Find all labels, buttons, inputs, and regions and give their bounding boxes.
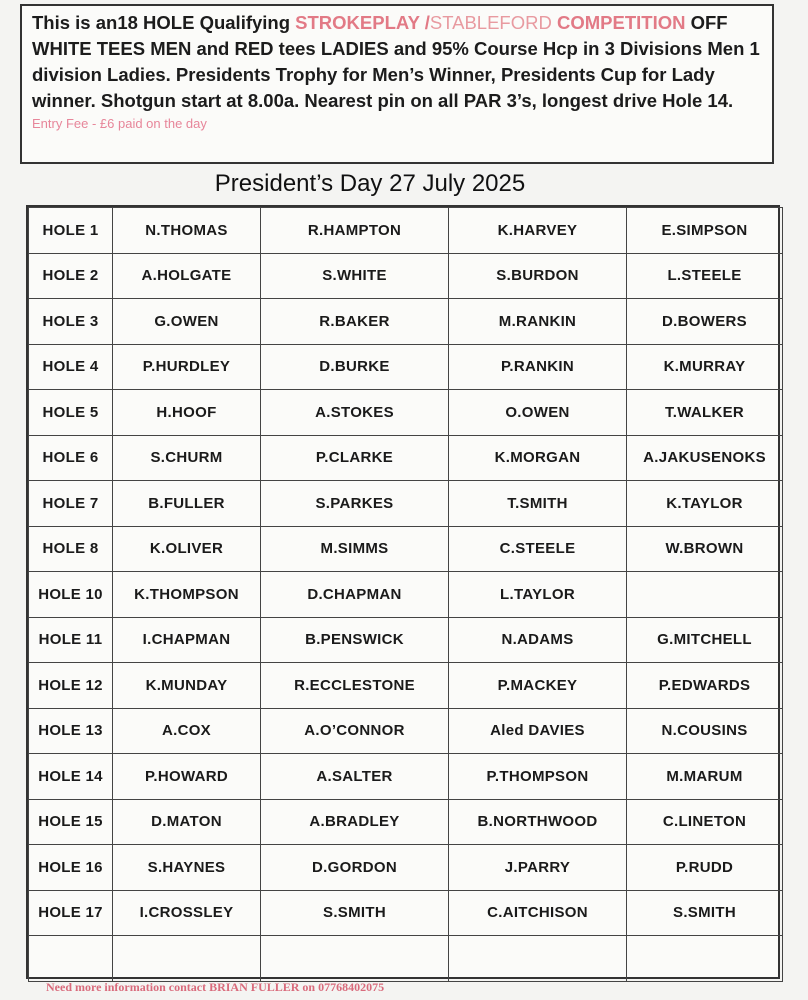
player-name: G.OWEN xyxy=(113,299,261,345)
player-name xyxy=(449,936,627,982)
hole-label: HOLE 6 xyxy=(29,435,113,481)
hole-label: HOLE 13 xyxy=(29,708,113,754)
player-name: C.AITCHISON xyxy=(449,890,627,936)
hole-label: HOLE 17 xyxy=(29,890,113,936)
player-name xyxy=(627,572,783,618)
player-name: D.BOWERS xyxy=(627,299,783,345)
table-row xyxy=(29,390,783,436)
player-name: A.O’CONNOR xyxy=(261,708,449,754)
player-name: A.JAKUSENOKS xyxy=(627,435,783,481)
player-name: L.STEELE xyxy=(627,253,783,299)
notice-competition: COMPETITION xyxy=(556,12,686,33)
player-name: W.BROWN xyxy=(627,526,783,572)
player-name: A.STOKES xyxy=(261,390,449,436)
hole-label: HOLE 11 xyxy=(29,617,113,663)
table-row xyxy=(29,799,783,845)
player-name: J.PARRY xyxy=(449,845,627,891)
player-name: K.MORGAN xyxy=(449,435,627,481)
table-row xyxy=(29,754,783,800)
player-name: M.SIMMS xyxy=(261,526,449,572)
player-name: K.MUNDAY xyxy=(113,663,261,709)
notice-intro: This is an18 HOLE Qualifying xyxy=(32,12,296,33)
hole-label: HOLE 1 xyxy=(29,208,113,254)
player-name: S.CHURM xyxy=(113,435,261,481)
hole-label xyxy=(29,936,113,982)
player-name: K.MURRAY xyxy=(627,344,783,390)
table-row xyxy=(29,253,783,299)
entry-fee: Entry Fee - £6 paid on the day xyxy=(32,116,207,131)
notice-strokeplay: STROKEPLAY / xyxy=(295,12,430,33)
player-name: G.MITCHELL xyxy=(627,617,783,663)
player-name: N.COUSINS xyxy=(627,708,783,754)
player-name: A.COX xyxy=(113,708,261,754)
player-name: P.HOWARD xyxy=(113,754,261,800)
player-name: P.CLARKE xyxy=(261,435,449,481)
player-name: H.HOOF xyxy=(113,390,261,436)
player-name: B.FULLER xyxy=(113,481,261,527)
table-row xyxy=(29,481,783,527)
player-name xyxy=(113,936,261,982)
player-name: K.THOMPSON xyxy=(113,572,261,618)
player-name: M.MARUM xyxy=(627,754,783,800)
player-name: S.BURDON xyxy=(449,253,627,299)
player-name: P.RANKIN xyxy=(449,344,627,390)
player-name: E.SIMPSON xyxy=(627,208,783,254)
player-name: I.CHAPMAN xyxy=(113,617,261,663)
player-name: P.RUDD xyxy=(627,845,783,891)
table-row xyxy=(29,435,783,481)
player-name: D.CHAPMAN xyxy=(261,572,449,618)
player-name xyxy=(627,936,783,982)
player-name: O.OWEN xyxy=(449,390,627,436)
player-name: S.SMITH xyxy=(627,890,783,936)
player-name: D.BURKE xyxy=(261,344,449,390)
table-row xyxy=(29,572,783,618)
hole-label: HOLE 2 xyxy=(29,253,113,299)
player-name: K.HARVEY xyxy=(449,208,627,254)
table-row xyxy=(29,299,783,345)
player-name: T.WALKER xyxy=(627,390,783,436)
player-name: K.OLIVER xyxy=(113,526,261,572)
player-name: D.MATON xyxy=(113,799,261,845)
player-name: D.GORDON xyxy=(261,845,449,891)
contact-footer: Need more information contact BRIAN FULLER on 07768402075 xyxy=(46,980,385,994)
tee-sheet-rows xyxy=(29,208,783,982)
player-name: P.MACKEY xyxy=(449,663,627,709)
table-row xyxy=(29,344,783,390)
hole-label: HOLE 16 xyxy=(29,845,113,891)
notice-text xyxy=(32,10,762,114)
tee-sheet-table xyxy=(28,207,783,982)
table-row xyxy=(29,526,783,572)
table-row xyxy=(29,890,783,936)
player-name xyxy=(261,936,449,982)
table-row xyxy=(29,845,783,891)
player-name: S.WHITE xyxy=(261,253,449,299)
player-name: R.BAKER xyxy=(261,299,449,345)
table-row xyxy=(29,617,783,663)
hole-label: HOLE 8 xyxy=(29,526,113,572)
player-name: P.EDWARDS xyxy=(627,663,783,709)
tee-sheet-table-wrapper xyxy=(26,205,780,979)
hole-label: HOLE 7 xyxy=(29,481,113,527)
player-name: L.TAYLOR xyxy=(449,572,627,618)
player-name: P.THOMPSON xyxy=(449,754,627,800)
player-name: Aled DAVIES xyxy=(449,708,627,754)
player-name: K.TAYLOR xyxy=(627,481,783,527)
hole-label: HOLE 4 xyxy=(29,344,113,390)
player-name: C.STEELE xyxy=(449,526,627,572)
player-name: A.SALTER xyxy=(261,754,449,800)
player-name: S.SMITH xyxy=(261,890,449,936)
table-row xyxy=(29,208,783,254)
table-row xyxy=(29,708,783,754)
player-name: S.PARKES xyxy=(261,481,449,527)
page-title: President’s Day 27 July 2025 xyxy=(214,170,526,197)
hole-label: HOLE 14 xyxy=(29,754,113,800)
hole-label: HOLE 3 xyxy=(29,299,113,345)
table-row xyxy=(29,936,783,982)
hole-label: HOLE 15 xyxy=(29,799,113,845)
notice-stableford: STABLEFORD xyxy=(429,12,557,33)
competition-notice-box xyxy=(20,4,774,164)
table-row xyxy=(29,663,783,709)
player-name: A.BRADLEY xyxy=(261,799,449,845)
player-name: B.NORTHWOOD xyxy=(449,799,627,845)
player-name: N.THOMAS xyxy=(113,208,261,254)
player-name: S.HAYNES xyxy=(113,845,261,891)
notice-details: OFF WHITE TEES MEN and RED tees LADIES and 95% Course Hcp in 3 Divisions Men 1 division Ladies. Presidents Trophy for Men’s Winner, Presidents Cup for Lady winner. Shotgun start at 8.00a. Nearest pin on all PAR 3’s, longest drive Hole 14. xyxy=(32,12,760,111)
player-name: P.HURDLEY xyxy=(113,344,261,390)
player-name: A.HOLGATE xyxy=(113,253,261,299)
player-name: N.ADAMS xyxy=(449,617,627,663)
player-name: C.LINETON xyxy=(627,799,783,845)
hole-label: HOLE 5 xyxy=(29,390,113,436)
player-name: R.ECCLESTONE xyxy=(261,663,449,709)
player-name: I.CROSSLEY xyxy=(113,890,261,936)
hole-label: HOLE 10 xyxy=(29,572,113,618)
player-name: R.HAMPTON xyxy=(261,208,449,254)
player-name: B.PENSWICK xyxy=(261,617,449,663)
hole-label: HOLE 12 xyxy=(29,663,113,709)
player-name: M.RANKIN xyxy=(449,299,627,345)
player-name: T.SMITH xyxy=(449,481,627,527)
